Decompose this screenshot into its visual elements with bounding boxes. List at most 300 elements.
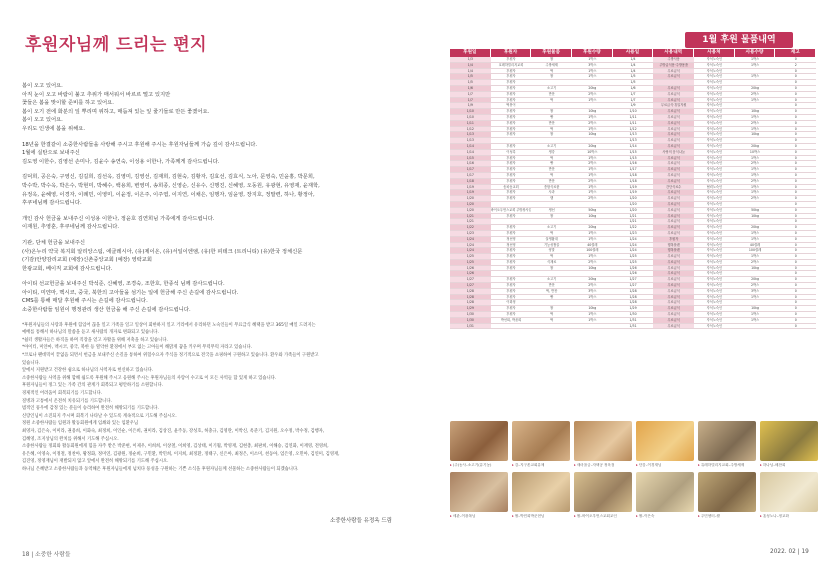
table-cell: 무료급식 [653, 173, 694, 178]
table-header-cell: 후원물품 [531, 49, 572, 57]
table-header-cell: 후원수량 [572, 49, 613, 57]
table-cell: 자석노숙인 [706, 149, 723, 154]
letter-body [22, 82, 417, 315]
table-cell: 1/11 [450, 121, 491, 126]
table-cell: 0 [794, 184, 797, 189]
table-cell: 1/7 [630, 91, 636, 96]
table-cell: 빵 [550, 161, 554, 166]
note-line: 질병과 고통에서 온전히 치유되기를 기도합니다. [22, 398, 112, 404]
table-cell: 0 [794, 259, 797, 264]
table-cell: 1/26 [629, 265, 637, 270]
photo-caption: ▸ 쌀–이은숙 [636, 514, 694, 519]
table-cell: 자석노숙인 [706, 300, 723, 305]
table-cell: 1박스 [750, 254, 760, 259]
table-cell: 자석노숙인 [706, 219, 723, 224]
letter-line: 꽃들은 봄을 맞이할 준비를 하고 있어요. [22, 100, 114, 107]
table-cell: 1/20 [450, 208, 491, 213]
table-cell: 1박스 [750, 312, 760, 317]
table-cell: 송파동교회 [503, 184, 519, 189]
table-cell: 후원자 [506, 277, 516, 282]
table-cell: 무료급식 [653, 109, 694, 114]
table-cell: 무료급식 [653, 324, 694, 329]
table-cell: 무료급식 [653, 115, 694, 120]
table-cell: 무료급식 [653, 138, 694, 143]
table-cell: 떡 [550, 254, 554, 259]
table-cell: 1/22 [450, 225, 491, 230]
table-cell: 10kg [751, 132, 759, 137]
table-cell: 떡, 반찬 [546, 288, 558, 293]
table-cell [735, 202, 776, 207]
table-cell: 1/22 [629, 225, 637, 230]
table-cell: 1/29 [629, 306, 637, 311]
letter-section [22, 30, 417, 474]
letter-line: 1월에 실탄으로 보내주신 [22, 150, 80, 157]
photo-card [698, 421, 756, 468]
table-cell: 1박스 [588, 172, 597, 177]
table-cell: 1/12 [629, 126, 637, 131]
table-cell: 2박스 [750, 178, 760, 183]
table-cell: 1/27 [450, 283, 491, 288]
table-cell: 1/23 [629, 230, 637, 235]
table-cell: 1/26 [629, 271, 637, 276]
photo-row [450, 421, 816, 468]
note-line: 경제적인 어려움이 회복되기를 기도합니다. [22, 391, 103, 396]
photo-card [760, 472, 818, 519]
photo-card [512, 421, 570, 468]
note-line: 있습니다. [22, 360, 40, 366]
photo-card [512, 472, 570, 519]
table-cell: 1박스 [588, 167, 597, 172]
table-cell: 10kg [588, 306, 597, 311]
table-cell: 3박스 [588, 62, 597, 67]
table-cell: 0 [794, 120, 797, 125]
table-cell: 바이오우먼스교회 주방장사업 [490, 207, 532, 212]
table-cell: 1/24 [450, 248, 491, 253]
table-cell: 무료급식 [653, 202, 694, 207]
table-cell: 1박스 [588, 312, 597, 317]
table-cell: 0 [794, 219, 797, 224]
table-cell [735, 271, 776, 276]
table-cell: 1/20 [450, 202, 491, 207]
table-cell: 0 [794, 248, 797, 253]
table-cell: 1/9 [450, 103, 491, 108]
table-header-cell: 후원일 [450, 49, 491, 57]
table-cell: 20kg [751, 143, 759, 148]
table-cell [491, 138, 532, 143]
table-cell: 자석노숙인 [706, 120, 723, 125]
note-line: 예배를 통해서 하나님의 말씀을 듣고 새사람의 개자로 변화되고 있습니다. [22, 330, 159, 336]
table-cell: 무료급식 [653, 271, 694, 276]
table-header-cell: 사용처 [694, 49, 735, 57]
table-cell: 2박스 [588, 120, 597, 125]
table-cell: 후원자 [506, 225, 516, 230]
table-cell [572, 324, 613, 329]
table-cell: 2박스 [750, 91, 760, 96]
table-cell: 1/11 [629, 120, 637, 125]
table-cell: 무료급식 [653, 132, 694, 137]
note-line: 김진영, 정영재님이 재발되지 않고 앞에서 완전히 해방되기를 기도해 주십시오. [22, 459, 169, 465]
table-cell: 10박스 [587, 149, 598, 154]
table-cell: 반찬 [548, 167, 555, 172]
table-cell: 자석노숙인 [706, 167, 723, 172]
table-cell: 이화정 [506, 300, 516, 305]
letter-line: 이재원, 추영훈, 후쿠네님께 감사드립니다. [22, 224, 120, 231]
table-cell: 1/27 [450, 277, 491, 282]
table-cell: 2박스 [588, 196, 597, 201]
table-cell: 후원자 [506, 97, 516, 102]
table-cell: 주방사용 [653, 57, 694, 62]
table-cell: 0 [794, 288, 797, 293]
table-cell: 2박스 [588, 259, 597, 264]
note-line: *후원자님들의 사랑과 후원에 힘입어 끊을 일고 가족을 일고 일상이 회한하지 일고 거리에서 유리하던 노숙인들이 무료급식 혜택을 받고 365일 매일 드려지는 [22, 322, 316, 328]
table-cell: 후원자 [506, 155, 516, 160]
donation-photo [698, 421, 756, 461]
table-cell: 2박스 [588, 91, 597, 96]
table-cell: 10kg [751, 109, 759, 114]
table-cell: 1박스 [750, 114, 760, 119]
table-cell: 떡 [550, 317, 554, 322]
donation-photo [698, 472, 756, 512]
table-cell: 무료급식 [653, 74, 694, 79]
table-cell: 반찬 [548, 178, 555, 183]
donation-photo [450, 472, 508, 512]
table-cell: 1/21 [629, 213, 637, 218]
table-cell: 자석노숙인 [706, 283, 723, 288]
table-cell: 20kg [588, 85, 597, 90]
table-cell: 20kg [588, 277, 597, 282]
table-cell: 1/20 [629, 196, 637, 201]
table-cell: 무료급식 [653, 208, 694, 213]
table-cell: 후원자 [653, 237, 694, 242]
table-cell: 후원자 [506, 288, 516, 293]
table-cell: 1박스 [750, 230, 760, 235]
photo-grid [450, 421, 816, 523]
table-cell: 1/19 [629, 190, 637, 195]
table-cell: 후원자 [506, 161, 516, 166]
table-cell [735, 300, 776, 305]
table-cell: 자석노숙인 [706, 271, 723, 276]
table-cell: 0 [794, 74, 797, 79]
donation-photo [760, 472, 818, 512]
table-cell: 자석노숙인 [706, 103, 723, 108]
photo-caption: ▸ (주)농사–소고기(유기농) [450, 463, 508, 468]
letter-line: 유정옥, 윤혜영, 이경자, 이례민, 이영미, 이윤정, 이은주, 이주엽, 이지연, 이채은, 임행자, 임윤영, 장지호, 정말련, 하나, 황정아, [22, 191, 315, 198]
table-cell: 자석노숙인 [706, 80, 723, 85]
table-cell: 20kg [588, 143, 597, 148]
table-cell: 1/18 [629, 178, 637, 183]
photo-caption: ▸ 쌀–바이오우먼스교회교인 [574, 514, 632, 519]
table-cell: 1/28 [629, 300, 637, 305]
table-cell: 0 [794, 242, 797, 247]
table-cell: 1/30 [450, 312, 491, 317]
table-cell: 후원자 [506, 213, 516, 218]
table-cell: 1박스 [750, 97, 760, 102]
table-cell: 0 [794, 57, 797, 61]
table-cell: 1/31 [450, 324, 491, 329]
table-cell [531, 271, 572, 276]
letter-paragraph [22, 280, 417, 314]
photo-caption: ▸ 새마을금–자택공 정육점 [574, 463, 632, 468]
table-cell: 1/20 [629, 201, 637, 206]
table-cell: 10kg [588, 213, 597, 218]
table-cell: 1/21 [450, 214, 491, 219]
table-cell: 1/19 [450, 185, 491, 190]
table-cell: 떡 [550, 155, 554, 160]
table-cell: 사랑의 음식나눔 [653, 150, 694, 155]
table-cell: 0 [794, 271, 797, 276]
table-cell: 1/15 [629, 149, 637, 154]
table-cell: 1/6 [630, 85, 636, 90]
table-cell: 1/24 [629, 242, 637, 247]
table-cell: 쌀 [550, 109, 554, 114]
table-cell: 0 [794, 126, 797, 131]
table-cell: 양말 [548, 248, 555, 253]
table-cell: 1/24 [450, 237, 491, 242]
table-cell: 1/15 [629, 155, 637, 160]
table-cell: 이성록 [506, 149, 516, 154]
table-cell: 후원자 [506, 172, 516, 177]
table-cell: 햄 [550, 196, 554, 201]
table-cell: 2박스 [588, 283, 597, 288]
table-cell [653, 80, 694, 85]
table-cell: 1/5 [630, 80, 636, 85]
table-cell [572, 202, 613, 207]
table-cell: 무료급식 [653, 260, 694, 265]
table-cell: 1/16 [450, 161, 491, 166]
table-cell [572, 138, 613, 143]
table-cell: 자석노숙인 [706, 172, 723, 177]
table-cell: 3박스 [588, 288, 597, 293]
table-cell: 자석노숙인 [706, 155, 723, 160]
table-cell: 후원자 [506, 91, 516, 96]
table-body [450, 57, 816, 329]
table-cell: 1/31 [629, 317, 637, 322]
table-cell: 0 [794, 283, 797, 288]
table-cell: 후원자 [506, 114, 516, 119]
table-cell: 1/5 [450, 80, 491, 85]
table-cell: 0 [794, 306, 797, 311]
photo-card [574, 421, 632, 468]
table-cell: 무료급식 [653, 266, 694, 271]
table-cell: 3박스 [750, 288, 760, 293]
table-cell: 무료급식·휴일자원 [653, 103, 694, 108]
letter-notes [22, 322, 417, 474]
table-cell: 100켤레 [748, 248, 762, 253]
table-cell: 1/30 [450, 318, 491, 323]
table-cell: 1박스 [588, 68, 597, 73]
table-cell: 호레하빌리지교회 [498, 62, 524, 67]
table-cell: 무료급식 [653, 295, 694, 300]
table-cell: 무료급식 [653, 312, 694, 317]
table-cell [531, 202, 572, 207]
table-cell: 0 [794, 178, 797, 183]
table-cell: 박선희, 박윤희 [500, 317, 522, 322]
table-cell: 무료급식 [653, 127, 694, 132]
table-cell: 1/7 [630, 97, 636, 102]
donation-photo [450, 421, 508, 461]
table-cell [735, 138, 776, 143]
table-cell: 20kg [588, 225, 597, 230]
table-cell: 후원자 [506, 167, 516, 172]
table-cell: 무료급식 [653, 121, 694, 126]
table-cell: 1박스 [750, 317, 760, 322]
table-cell: 떡볶이 [506, 103, 516, 108]
table-cell: 떡 [550, 312, 554, 317]
table-cell: 1/13 [450, 132, 491, 137]
table-cell: 1/13 [450, 138, 491, 143]
table-cell: 자석노숙인 [706, 68, 723, 73]
table-cell: 1/26 [450, 271, 491, 276]
table-cell: 0 [794, 265, 797, 270]
table-cell: 1/7 [450, 92, 491, 97]
table-cell: 후원자 [506, 190, 516, 195]
table-cell [531, 103, 572, 108]
table-cell: 쌀 [550, 74, 554, 79]
table-cell [491, 324, 532, 329]
table-cell: 무료급식 [653, 306, 694, 311]
table-cell: 0 [794, 312, 797, 317]
table-cell [735, 324, 776, 329]
table-cell: 0 [794, 85, 797, 90]
table-cell: 자석노숙인 [706, 190, 723, 195]
table-cell: 후원자 [506, 85, 516, 90]
table-cell: 1/17 [629, 167, 637, 172]
table-cell: 후원자 [506, 265, 516, 270]
table-cell: 반찬 [548, 283, 555, 288]
table-cell: 1/12 [450, 127, 491, 132]
table-cell: 10박스 [749, 149, 761, 154]
letter-paragraph [22, 215, 417, 232]
table-cell: 쌀 [550, 306, 554, 311]
table-cell: 1/13 [629, 138, 637, 143]
table-cell: 무료급식 [653, 98, 694, 103]
photo-card [636, 421, 694, 468]
table-cell: 1/11 [629, 114, 637, 119]
donation-photo [574, 472, 632, 512]
table-cell: 0 [794, 300, 797, 305]
table-cell: 종합식료품 [543, 184, 560, 189]
table-cell: 무료급식 [653, 161, 694, 166]
table-cell: 무료급식 [653, 225, 694, 230]
table-header-cell: 사용일 [613, 49, 654, 57]
table-cell: 무료급식 [653, 277, 694, 282]
table-cell: 1박스 [588, 236, 597, 241]
table-cell: 후원자 [506, 248, 516, 253]
table-cell: 1/4 [630, 68, 636, 73]
table-cell: 자석노숙인 [706, 74, 723, 79]
table-cell [735, 80, 776, 85]
table-cell: 1/13 [629, 132, 637, 137]
table-cell: 행복플랜 [653, 243, 694, 248]
table-cell: 40켤레 [587, 242, 598, 247]
table-cell: 1/3 [450, 57, 491, 62]
table-cell: 2 [794, 62, 797, 67]
table-cell: 후원자 [506, 196, 516, 201]
table-cell: 자석노숙인 [706, 259, 723, 264]
table-cell: 자석노숙인 [706, 138, 723, 143]
letter-line: 봄이 오고 있어요. [22, 117, 63, 124]
table-cell: 자석노숙인 [706, 236, 723, 241]
letter-line: CMS를 통해 매달 후원해 주시는 손길에 감사드립니다. [22, 298, 148, 305]
table-cell: 1박스 [588, 114, 597, 119]
table-cell: 자석노숙인 [706, 196, 723, 201]
letter-line: 봄이 오기 전에 화분의 잎 뿌리며 위하고, 매듭져 있는 잎 줄기들로 만든 좋겠어요. [22, 108, 210, 115]
table-cell: 2박스 [588, 178, 597, 183]
table-cell: 자석노숙인 [706, 225, 723, 230]
table-cell: 1/21 [629, 219, 637, 224]
table-cell: 간단식료수 [653, 185, 694, 190]
table-cell: 소고기 [547, 85, 557, 90]
table-cell: 0 [794, 225, 797, 230]
table-header-cell: 사용수량 [735, 49, 776, 57]
table-cell: 무료급식 [653, 196, 694, 201]
note-line: *코로나 팬데믹이 끝없음 되면서 헌금을 보내주신 손길을 통하여 위험수요자 주식을 정기적으로 전국을 쇼핑하여 구원하고 있습니다. 환우와 가족들이 구원받고 [22, 353, 319, 359]
table-cell: 자석노숙인 [706, 248, 723, 253]
table-cell: 1/20 [629, 207, 637, 212]
table-cell: 0 [794, 213, 797, 218]
table-cell: 0 [794, 161, 797, 166]
table-cell: 1박스 [588, 190, 597, 195]
table-cell: 0 [794, 196, 797, 201]
table-cell: 자석노숙인 [706, 306, 723, 311]
letter-line: 개인 감사 헌금을 보내주신 이성용 이한나, 정윤호 김연희님 가족에게 감사드립니다. [22, 215, 215, 222]
table-cell: 1/17 [450, 173, 491, 178]
table-cell: 무료급식 [653, 254, 694, 259]
table-cell: 1/19 [629, 184, 637, 189]
table-cell: 1/19 [450, 190, 491, 195]
table-cell: 1/14 [629, 143, 637, 148]
table-cell: 2박스 [750, 283, 760, 288]
table-cell: 1/26 [450, 266, 491, 271]
letter-line: 소중한사람들 임원이 행정관리 생산 헌금을 해 주신 손길에 감사드립니다. [22, 307, 191, 314]
table-cell: 1박스 [588, 57, 597, 61]
note-line: 신랑인님이 소진되지 주시며 회복기 나타날 수 있도록 계속적으로 기도해 주십시오. [22, 413, 177, 419]
table-cell: 1/20 [450, 196, 491, 201]
table-cell: 1/10 [450, 115, 491, 120]
letter-line: (기감)안양감리교회 (예장)신촌중앙교회 (예장) 영락교회 [22, 257, 153, 264]
donation-table-title: 1월 후원 물품내역 [685, 32, 793, 48]
table-cell: 10kg [751, 265, 759, 270]
letter-paragraph [22, 173, 417, 207]
table-cell: 0 [794, 132, 797, 137]
letter-line: 아이티, 미얀마, 멕시코, 중국, 북한의 고아들을 섬기는 일에 헌금해 주신 손길에 감사드립니다. [22, 289, 239, 296]
table-header [450, 49, 816, 57]
table-cell: 쌀 [550, 132, 554, 137]
table-cell: 무료급식 [653, 219, 694, 224]
table-cell [735, 103, 776, 108]
table-cell: 무료급식 [653, 300, 694, 305]
table-cell: 쌀 [550, 213, 554, 218]
table-cell: 1/4 [630, 57, 636, 61]
table-cell: 쌀 [550, 57, 554, 61]
table-cell: 1/21 [450, 219, 491, 224]
table-cell: 20kg [751, 225, 759, 230]
table-cell: 떡 [550, 126, 554, 131]
table-cell: 자석노숙인 [706, 114, 723, 119]
table-cell: 자석노숙인 [706, 242, 723, 247]
letter-paragraph [22, 239, 417, 273]
table-cell: 0 [794, 155, 797, 160]
table-cell [491, 202, 532, 207]
table-cell: 1/24 [629, 248, 637, 253]
table-cell: 1/10 [450, 109, 491, 114]
photo-card [698, 472, 756, 519]
table-cell: 1/24 [450, 243, 491, 248]
table-cell: 후원자 [506, 74, 516, 79]
letter-line: 후쿠네님께 감사드립니다. [22, 200, 82, 207]
table-cell: 1/18 [450, 179, 491, 184]
table-cell: 살생활대 [545, 236, 558, 241]
